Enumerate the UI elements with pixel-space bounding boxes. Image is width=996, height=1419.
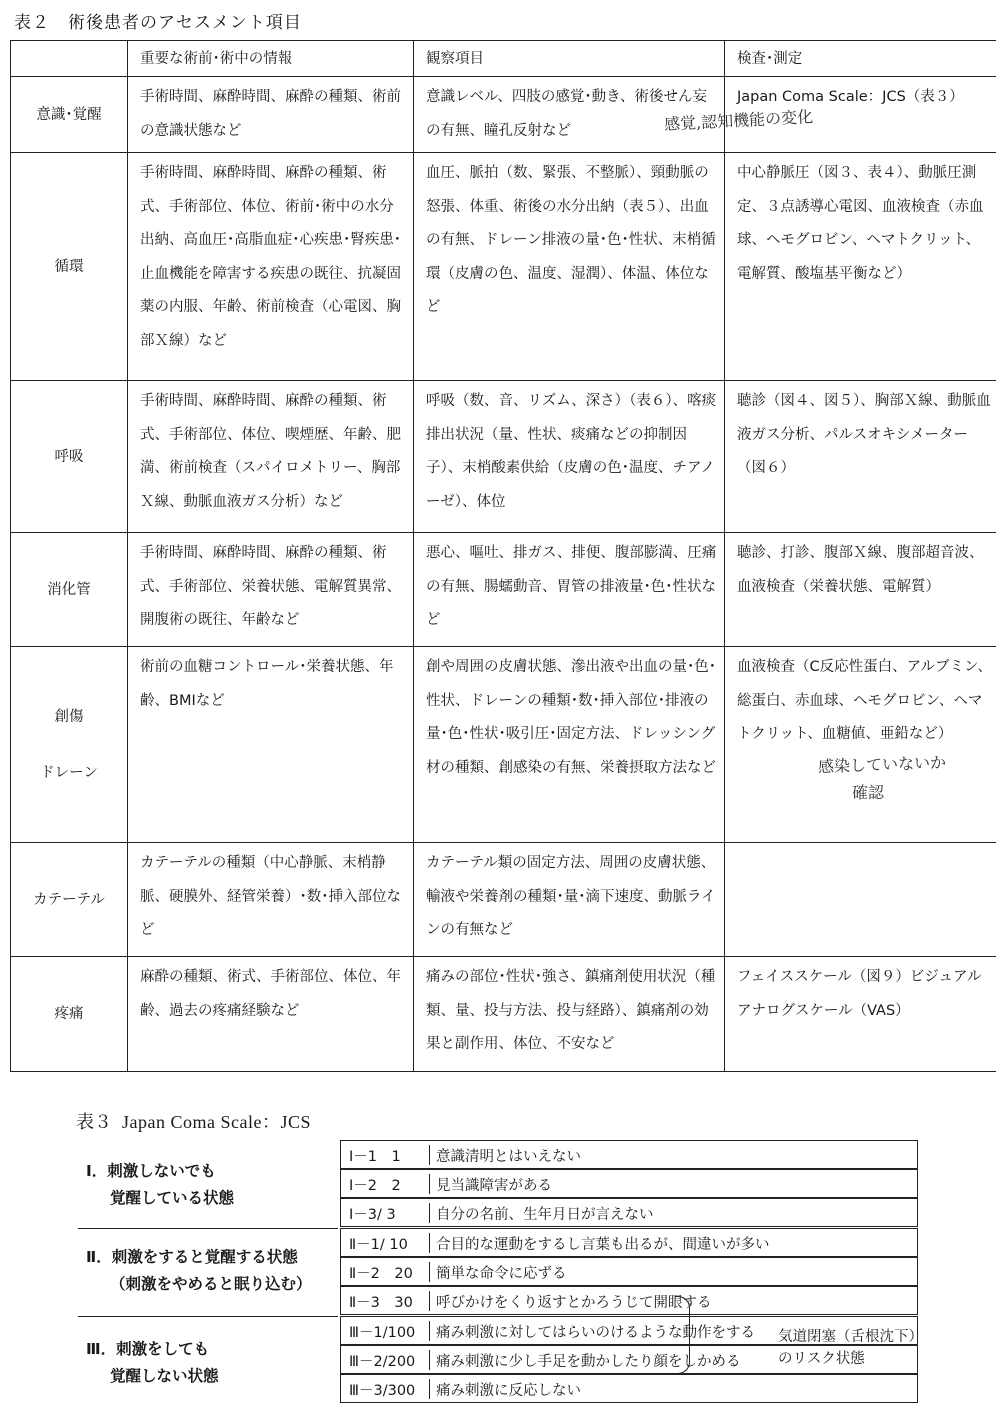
- observe-cell: カテーテル類の固定方法、周囲の皮膚状態、輸液や栄養剤の種類･量･滴下速度、動脈ラインの有無など: [414, 843, 725, 957]
- table-row: [11, 533, 996, 647]
- category-label: カテーテル: [33, 891, 105, 908]
- jcs-text: 簡単な命令に応ずる: [429, 1262, 567, 1282]
- observe-cell: 創や周囲の皮膚状態、滲出液や出血の量･色･性状、ドレーンの種類･数･挿入部位･排液の量･色･性状･吸引圧･固定方法、ドレッシング材の種類、創感染の有無、栄養摂取方法など: [414, 647, 725, 843]
- table3-name: Japan Coma Scale：JCS: [122, 1112, 311, 1132]
- test-cell: Japan Coma Scale：JCS（表３）: [725, 77, 996, 153]
- table-row: [11, 647, 996, 843]
- observe-cell: 悪心、嘔吐、排ガス、排便、腹部膨満、圧痛の有無、腸蠕動音、胃管の排液量･色･性状など: [414, 533, 725, 647]
- jcs-code: Ⅱ－1/ 10: [349, 1237, 408, 1253]
- jcs-code: Ⅱ－3 30: [349, 1295, 413, 1311]
- jcs-group-label: Ⅰ．刺激しないでも: [86, 1162, 216, 1180]
- header-cell: 観察項目: [414, 41, 725, 77]
- header-cell: [11, 41, 128, 77]
- risk-note-line: のリスク状態: [778, 1351, 865, 1367]
- category-cell: [11, 533, 128, 647]
- test-cell: 聴診、打診、腹部Ｘ線、腹部超音波、血液検査（栄養状態、電解質）: [725, 533, 996, 647]
- category-cell: [11, 647, 128, 843]
- category-label: 消化管: [47, 581, 91, 598]
- jcs-text: 呼びかけをくり返すとかろうじて開眼する: [429, 1291, 712, 1311]
- jcs-text: 見当識障害がある: [429, 1174, 552, 1194]
- header-cell: 検査･測定: [725, 41, 996, 77]
- table-row: [11, 153, 996, 381]
- handwritten-note: 確認: [852, 783, 885, 802]
- preop-cell: 手術時間、麻酔時間、麻酔の種類、術式、手術部位、体位、術前･術中の水分出納、高血圧･高脂血症･心疾患･腎疾患･止血機能を障害する疾患の既往、抗凝固薬の内服、年齢、術前検査（心電図、胸部Ｘ線）など: [128, 153, 414, 381]
- jcs-row: [340, 1169, 918, 1198]
- category-label: 意識･覚醒: [36, 106, 102, 123]
- observe-cell: 痛みの部位･性状･強さ、鎮痛剤使用状況（種類、量、投与方法、投与経路）、鎮痛剤の効果と副作用、体位、不安など: [414, 957, 725, 1072]
- risk-note: [778, 1326, 923, 1370]
- jcs-code: Ⅲ－1/100: [349, 1325, 416, 1341]
- table3-title: [76, 1108, 311, 1134]
- table-row: [11, 843, 996, 957]
- category-label: 創傷: [54, 708, 84, 725]
- jcs-text: 痛み刺激に対してはらいのけるような動作をする: [429, 1321, 755, 1341]
- preop-cell: 麻酔の種類、術式、手術部位、体位、年齢、過去の疼痛経験など: [128, 957, 414, 1072]
- jcs-text: 痛み刺激に少し手足を動かしたり顔をしかめる: [429, 1350, 741, 1370]
- category-label: 呼吸: [54, 448, 84, 465]
- category-label: 循環: [54, 258, 84, 275]
- test-cell: 聴診（図４、図５）、胸部Ｘ線、動脈血液ガス分析、パルスオキシメーター（図６）: [725, 381, 996, 533]
- category-cell: [11, 957, 128, 1072]
- table2-title: 表２ 術後患者のアセスメント項目: [14, 13, 302, 33]
- risk-note-line: 気道閉塞（舌根沈下）: [778, 1329, 923, 1345]
- category-cell: [11, 153, 128, 381]
- jcs-row: [340, 1257, 918, 1286]
- preop-cell: 手術時間、麻酔時間、麻酔の種類、術前の意識状態など: [128, 77, 414, 153]
- divider: [78, 1316, 338, 1317]
- preop-cell: カテーテルの種類（中心静脈、末梢静脈、硬膜外、経管栄養）･数･挿入部位など: [128, 843, 414, 957]
- jcs-text: 痛み刺激に反応しない: [429, 1379, 581, 1399]
- category-cell: [11, 843, 128, 957]
- jcs-row: [340, 1286, 918, 1315]
- jcs-group-label: Ⅲ．刺激をしても: [86, 1340, 210, 1358]
- preop-cell: 手術時間、麻酔時間、麻酔の種類、術式、手術部位、体位、喫煙歴、年齢、肥満、術前検査（スパイロメトリー、胸部Ｘ線、動脈血液ガス分析）など: [128, 381, 414, 533]
- jcs-group: [86, 1336, 219, 1390]
- jcs-code: Ⅰ－2 2: [349, 1178, 401, 1194]
- jcs-row: [340, 1228, 918, 1257]
- jcs-group-label: （刺激をやめると眠り込む）: [110, 1275, 312, 1293]
- observe-cell: 呼吸（数、音、リズム、深さ）（表６）、喀痰排出状況（量、性状、痰痛などの抑制因子）、末梢酸素供給（皮膚の色･温度、チアノーゼ）、体位: [414, 381, 725, 533]
- jcs-group-label: Ⅱ．刺激をすると覚醒する状態: [86, 1248, 298, 1266]
- jcs-text: 自分の名前、生年月日が言えない: [429, 1203, 654, 1223]
- table3-prefix: 表３: [76, 1112, 112, 1133]
- jcs-code: Ⅲ－2/200: [349, 1354, 416, 1370]
- observe-cell: 意識レベル、四肢の感覚･動き、術後せん妄の有無、瞳孔反射など: [414, 77, 725, 153]
- preop-cell: 術前の血糖コントロール･栄養状態、年齢、BMIなど: [128, 647, 414, 843]
- observe-cell: 血圧、脈拍（数、緊張、不整脈）、頸動脈の怒張、体重、術後の水分出納（表５）、出血の有無、ドレーン排液の量･色･性状、末梢循環（皮膚の色、温度、湿潤）、体温、体位など: [414, 153, 725, 381]
- test-cell: 中心静脈圧（図３、表４）、動脈圧測定、３点誘導心電図、血液検査（赤血球、ヘモグロビン、ヘマトクリット、電解質、酸塩基平衡など）: [725, 153, 996, 381]
- assessment-table: [10, 40, 996, 1072]
- header-cell: 重要な術前･術中の情報: [128, 41, 414, 77]
- jcs-row: [340, 1374, 918, 1403]
- table-row: [11, 77, 996, 153]
- jcs-row: [340, 1198, 918, 1227]
- handwritten-note: 感染していないか: [817, 752, 947, 777]
- jcs-text: 合目的な運動をするし言葉も出るが、間違いが多い: [429, 1233, 770, 1253]
- category-label: 疼痛: [54, 1006, 84, 1022]
- jcs-code: Ⅲ－3/300: [349, 1383, 416, 1399]
- category-label: ドレーン: [40, 764, 98, 781]
- jcs-code: Ⅱ－2 20: [349, 1266, 413, 1282]
- jcs-group-label: 覚醒しない状態: [110, 1367, 219, 1385]
- jcs-code: Ⅰ－3/ 3: [349, 1207, 396, 1223]
- divider: [78, 1228, 338, 1229]
- jcs-text: 意識清明とはいえない: [429, 1145, 581, 1165]
- handwritten-note: 感覚,認知機能の変化: [663, 107, 814, 134]
- table-row: [11, 957, 996, 1072]
- category-cell: [11, 77, 128, 153]
- jcs-group: [86, 1158, 234, 1212]
- brace-bracket: [675, 1296, 690, 1374]
- test-cell: [725, 843, 996, 957]
- table-row: [11, 381, 996, 533]
- test-cell: フェイススケール（図９）ビジュアルアナログスケール（VAS）: [725, 957, 996, 1072]
- jcs-row: [340, 1140, 918, 1169]
- jcs-code: Ⅰ－1 1: [349, 1149, 401, 1165]
- category-cell: [11, 381, 128, 533]
- test-cell: 血液検査（C反応性蛋白、アルブミン、総蛋白、赤血球、ヘモグロビン、ヘマトクリット、血糖値、亜鉛など）: [725, 647, 996, 843]
- jcs-group: [86, 1244, 312, 1298]
- jcs-group-label: 覚醒している状態: [110, 1189, 235, 1207]
- table-header-row: [11, 41, 996, 77]
- preop-cell: 手術時間、麻酔時間、麻酔の種類、術式、手術部位、栄養状態、電解質異常、開腹術の既往、年齢など: [128, 533, 414, 647]
